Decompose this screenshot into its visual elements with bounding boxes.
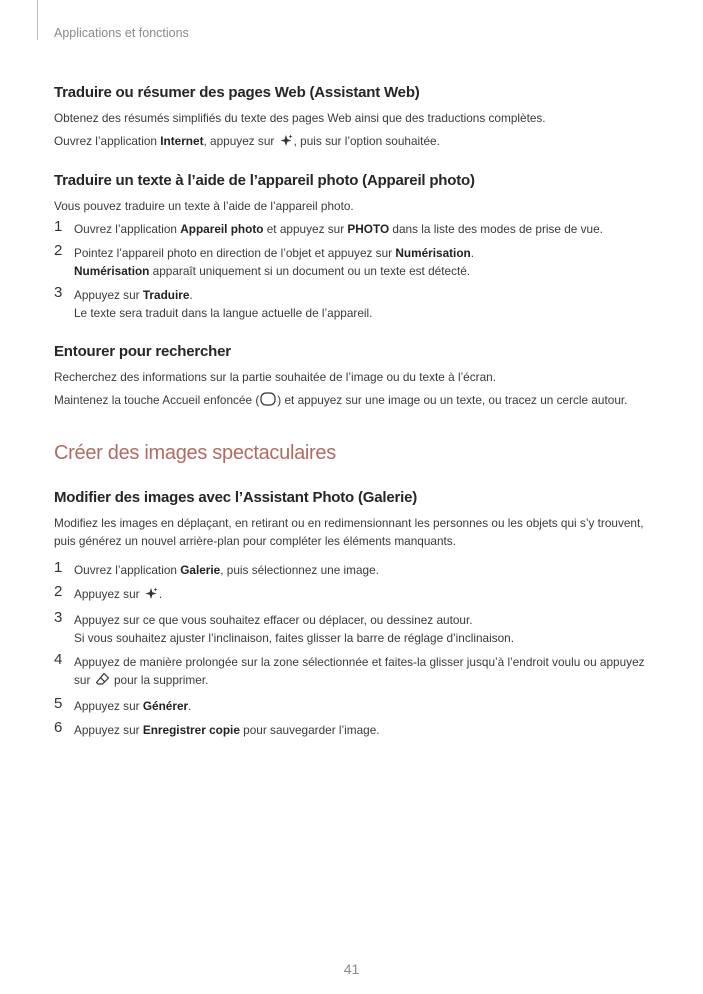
circle-search-description: Recherchez des informations sur la partie souhaitée de l’image ou du texte à l’écran.: [54, 370, 496, 384]
heading-camera-translate: Traduire un texte à l’aide de l’appareil photo (Appareil photo): [54, 172, 475, 189]
list-item: 1 Ouvrez l’application Galerie, puis sélectionnez une image.: [54, 559, 379, 577]
web-assistant-description: Obtenez des résumés simplifiés du texte des pages Web ainsi que des traductions complètes.: [54, 111, 546, 125]
heading-photo-assist: Modifier des images avec l’Assistant Photo (Galerie): [54, 489, 418, 506]
galaxy-ai-sparkle-icon: [144, 587, 158, 605]
chapter-header: Applications et fonctions: [54, 26, 189, 40]
step-number: 1: [54, 559, 63, 576]
circle-search-instruction: Maintenez la touche Accueil enfoncée ( ) et appuyez sur une image ou un texte, ou tracez un cercle autour.: [54, 391, 654, 411]
step-number: 5: [54, 695, 63, 712]
list-item: 4 Appuyez de manière prolongée sur la zone sélectionnée et faites-la glisser jusqu’à l’endroit voulu ou appuyez sur pour la supprimer.: [54, 653, 654, 691]
step-number: 2: [54, 242, 63, 259]
section-title: Créer des images spectaculaires: [54, 442, 336, 464]
step-number: 2: [54, 583, 63, 600]
photo-assist-intro: Modifiez les images en déplaçant, en retirant ou en redimensionnant les personnes ou les objets qui s’y trouvent, puis générez un nouvel arrière-plan pour compléter les éléments manquants.: [54, 516, 644, 548]
camera-translate-steps: [54, 220, 654, 322]
step-number: 3: [54, 609, 63, 626]
heading-circle-to-search: Entourer pour rechercher: [54, 343, 231, 360]
web-assistant-instruction: Ouvrez l’application Internet, appuyez sur , puis sur l’option souhaitée.: [54, 132, 654, 152]
step-number: 3: [54, 284, 63, 301]
list-item: 5 Appuyez sur Générer.: [54, 695, 192, 713]
page-content: [54, 84, 654, 745]
home-button-icon: [260, 392, 276, 411]
galaxy-ai-sparkle-icon: [279, 134, 293, 152]
list-item: 3 Appuyez sur Traduire. Le texte sera traduit dans la langue actuelle de l’appareil.: [54, 284, 373, 320]
list-item: 3 Appuyez sur ce que vous souhaitez effacer ou déplacer, ou dessinez autour. Si vous souhaitez ajuster l’inclinaison, faites glisser la barre de réglage d’inclinaison.: [54, 609, 514, 645]
photo-assist-steps: [54, 561, 654, 739]
header-divider: [37, 0, 38, 40]
heading-web-assistant: Traduire ou résumer des pages Web (Assistant Web): [54, 84, 420, 101]
list-item: 1 Ouvrez l’application Appareil photo et appuyez sur PHOTO dans la liste des modes de prise de vue.: [54, 218, 603, 236]
step-number: 6: [54, 719, 63, 736]
step-number: 1: [54, 218, 63, 235]
list-item: 2 Pointez l’appareil photo en direction de l’objet et appuyez sur Numérisation. Numérisation apparaît uniquement si un document ou un texte est détecté.: [54, 242, 475, 278]
camera-translate-intro: Vous pouvez traduire un texte à l’aide de l’appareil photo.: [54, 199, 354, 213]
list-item: 2 Appuyez sur .: [54, 585, 654, 605]
eraser-icon: [95, 672, 110, 691]
internet-app-name: Internet: [160, 134, 204, 148]
page-number: 41: [343, 961, 360, 977]
list-item: 6 Appuyez sur Enregistrer copie pour sauvegarder l’image.: [54, 719, 380, 737]
step-number: 4: [54, 651, 63, 668]
